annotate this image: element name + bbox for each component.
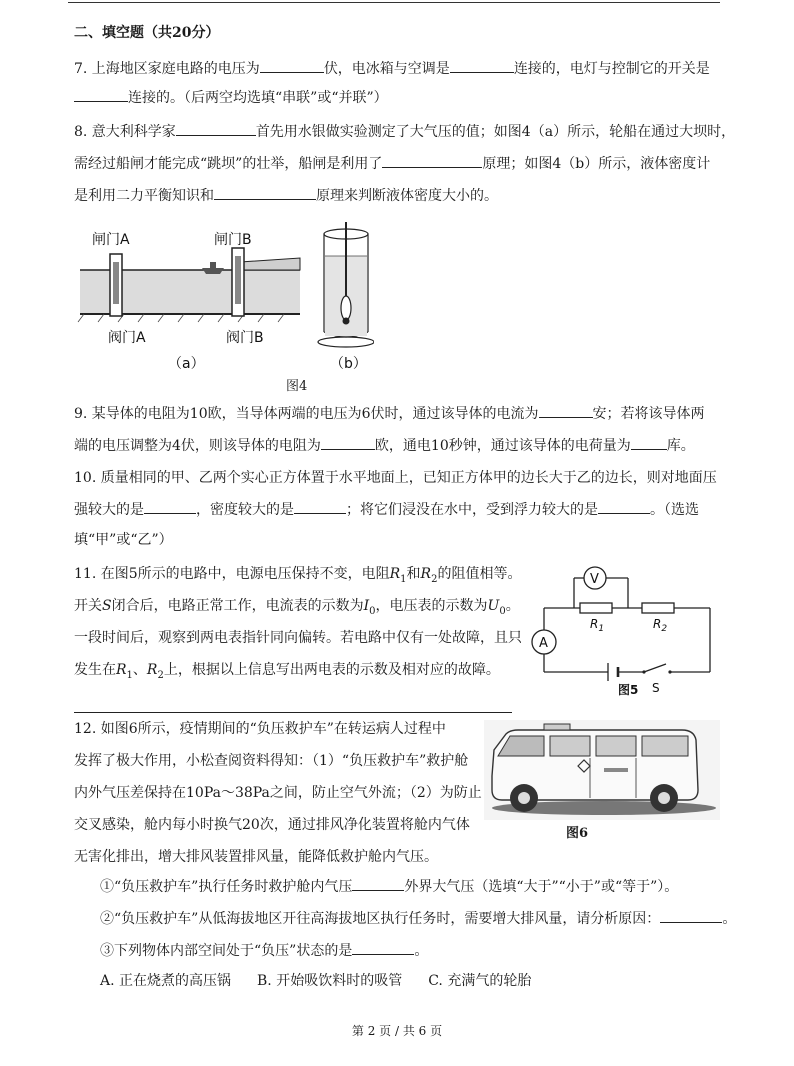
question-9-line-1: 9. 某导体的电阻为10欧，当导体两端的电压为6伏时，通过该导体的电流为 安；若将该导体两 bbox=[74, 403, 705, 425]
answer-blank[interactable] bbox=[352, 876, 404, 891]
question-10-line-2: 强较大的是 ，密度较大的是 ；将它们浸没在水中，受到浮力较大的是 。（选选 bbox=[74, 499, 699, 521]
answer-blank[interactable] bbox=[631, 435, 667, 450]
question-12-line-5: 无害化排出，增大排风装置排风量，能降低救护舱内气压。 bbox=[74, 849, 438, 865]
question-7-line-1: 7. 上海地区家庭电路的电压为 伏，电冰箱与空调是 连接的，电灯与控制它的开关是 bbox=[74, 58, 710, 80]
gate-b-label: 闸门B bbox=[214, 232, 252, 248]
question-11-line-2: 开关S闭合后，电路正常工作，电流表的示数为$I_0$，电压表的示数为$U_0$。 bbox=[74, 598, 520, 617]
question-8-line-1: 8. 意大利科学家 首先用水银做实验测定了大气压的值；如图4（a）所示，轮船在通过大坝时， bbox=[74, 121, 735, 143]
ammeter-label: A bbox=[539, 636, 548, 651]
question-9-line-2: 端的电压调整为4伏，则该导体的电阻为 欧，通电10秒钟，通过该导体的电荷量为 库。 bbox=[74, 435, 695, 457]
question-8-line-3: 是利用二力平衡知识和 原理来判断液体密度大小的。 bbox=[74, 185, 498, 207]
question-11-line-3: 一段时间后，观察到两电表指针同向偏转。若电路中仅有一处故障，且只 bbox=[74, 630, 522, 646]
figure-4-caption: 图4 bbox=[286, 379, 308, 394]
question-11-line-1: 11. 在图5所示的电路中，电源电压保持不变，电阻$R_1$和$R_2$的阻值相等。 bbox=[74, 566, 522, 585]
answer-blank[interactable] bbox=[144, 499, 196, 514]
question-10-line-1: 10. 质量相同的甲、乙两个实心正方体置于水平地面上，已知正方体甲的边长大于乙的边长，则对地面压 bbox=[74, 470, 717, 486]
question-12-line-2: 发挥了极大作用，小松查阅资料得知：（1）“负压救护车”救护舱 bbox=[74, 753, 469, 769]
question-12-line-4: 交叉感染，舱内每小时换气20次，通过排风净化装置将舱内气体 bbox=[74, 817, 470, 833]
answer-blank[interactable] bbox=[176, 121, 256, 136]
fig-4b-label: （b） bbox=[330, 356, 367, 372]
top-rule bbox=[68, 2, 720, 3]
answer-blank[interactable] bbox=[321, 435, 375, 450]
option-b[interactable]: B. 开始吸饮料时的吸管 bbox=[257, 973, 403, 989]
question-12-sub-2: ②“负压救护车”从低海拔地区开往高海拔地区执行任务时，需要增大排风量，请分析原因： 。 bbox=[100, 908, 736, 930]
question-10-line-3: 填“甲”或“乙”） bbox=[74, 532, 173, 548]
question-12-line-3: 内外气压差保持在10Pa～38Pa之间，防止空气外流；（2）为防止 bbox=[74, 785, 482, 801]
figure-5-caption: 图5 bbox=[618, 683, 639, 697]
r1-label: $R_1$ bbox=[590, 617, 605, 634]
answer-blank[interactable] bbox=[598, 499, 650, 514]
answer-blank[interactable] bbox=[74, 698, 512, 713]
option-c[interactable]: C. 充满气的轮胎 bbox=[428, 973, 532, 989]
answer-blank[interactable] bbox=[539, 403, 593, 418]
answer-blank[interactable] bbox=[214, 185, 316, 200]
question-11-answer-line bbox=[74, 698, 512, 720]
figure-4-ship-lock bbox=[74, 222, 374, 377]
figure-6-ambulance-photo bbox=[484, 720, 720, 820]
question-12-options bbox=[100, 970, 531, 992]
section-title: 二、填空题（共20分） bbox=[74, 25, 220, 41]
valve-a-label: 阀门A bbox=[108, 330, 146, 346]
fig-4a-label: （a） bbox=[168, 356, 205, 372]
figure-6-caption: 图6 bbox=[566, 826, 589, 841]
voltmeter-label: V bbox=[590, 572, 599, 587]
question-8-line-2: 需经过船闸才能完成“跳坝”的壮举，船闸是利用了 原理；如图4（b）所示，液体密度计 bbox=[74, 153, 710, 175]
question-12-sub-1: ①“负压救护车”执行任务时救护舱内气压 外界大气压（选填“大于”“小于”或“等于”）。 bbox=[100, 876, 678, 898]
question-12-sub-3: ③下列物体内部空间处于“负压”状态的是 。 bbox=[100, 940, 428, 962]
answer-blank[interactable] bbox=[74, 87, 128, 102]
figure-5-circuit bbox=[526, 560, 720, 700]
answer-blank[interactable] bbox=[260, 58, 324, 73]
answer-blank[interactable] bbox=[352, 940, 414, 955]
answer-blank[interactable] bbox=[450, 58, 514, 73]
option-a[interactable]: A. 正在烧煮的高压锅 bbox=[100, 973, 232, 989]
r2-label: $R_2$ bbox=[653, 617, 668, 634]
answer-blank[interactable] bbox=[660, 908, 722, 923]
question-12-line-1: 12. 如图6所示，疫情期间的“负压救护车”在转运病人过程中 bbox=[74, 721, 446, 737]
question-7-line-2: 连接的。（后两空均选填“串联”或“并联”） bbox=[74, 87, 388, 109]
question-11-line-4: 发生在$R_1$、$R_2$上，根据以上信息写出两电表的示数及相对应的故障。 bbox=[74, 662, 500, 681]
answer-blank[interactable] bbox=[294, 499, 346, 514]
gate-a-label: 闸门A bbox=[92, 232, 130, 248]
valve-b-label: 阀门B bbox=[226, 330, 264, 346]
answer-blank[interactable] bbox=[382, 153, 482, 168]
page-footer: 第 2 页 / 共 6 页 bbox=[351, 1024, 443, 1038]
switch-label: S bbox=[652, 681, 660, 695]
